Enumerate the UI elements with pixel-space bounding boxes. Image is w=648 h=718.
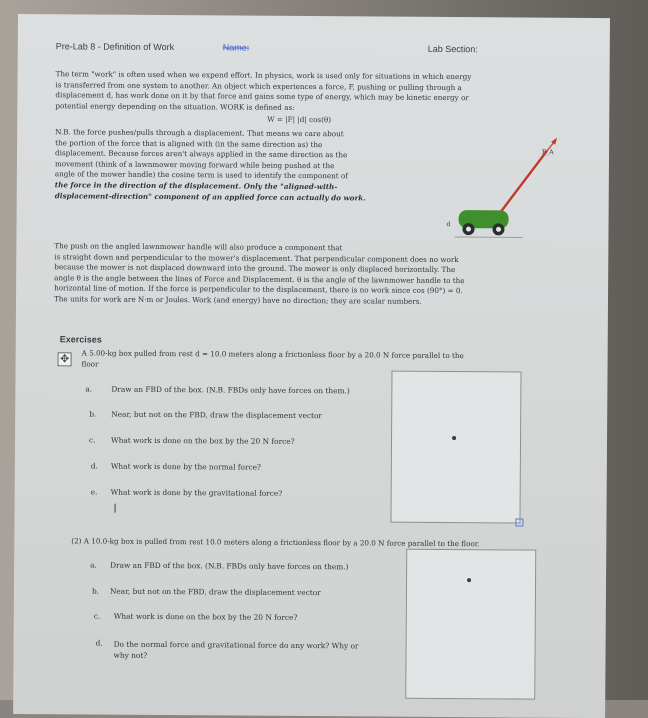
q2c-text: What work is done on the box by the 20 N force? — [114, 612, 298, 622]
nb-line: N.B. the force pushes/pulls through a displacement. That means we care about — [55, 127, 415, 140]
q1c-text: What work is done on the box by the 20 N force? — [111, 436, 295, 446]
q2b-letter: b. — [92, 587, 99, 596]
q2d-text — [113, 639, 358, 663]
q2d-letter: d. — [96, 639, 103, 648]
q1c-letter: c. — [89, 436, 96, 445]
nb-line: the portion of the force that is aligned with (in the same direction as) the — [55, 138, 415, 151]
intro-line: displacement d, has work done on it by that force and gains some type of energy, which may be kinetic energy or — [55, 90, 580, 104]
q1a-letter: a. — [85, 384, 92, 393]
para-line: The units for work are N·m or Joules. Work (and energy) have no direction; they are scalar numbers. — [54, 294, 584, 308]
nb-line-emphasis: displacement-direction" component of an applied force can actually do work. — [55, 191, 415, 204]
q2d-line: Do the normal force and gravitational force do any work? Why or — [114, 639, 359, 652]
lawnmower-figure — [426, 132, 567, 253]
q1b-text: Near, but not on the FBD, draw the displacement vector — [111, 410, 322, 420]
nb-line-emphasis: the force in the direction of the displacement. Only the "aligned-with- — [55, 180, 415, 193]
force-label: F_A — [542, 149, 554, 156]
page-title: Pre-Lab 8 - Definition of Work — [56, 41, 174, 52]
question-1-text — [82, 348, 552, 372]
para-line: because the mower is not displaced downward into the ground. The mower is only displaced horizontally. The — [54, 262, 584, 276]
perpendicular-paragraph — [54, 241, 584, 308]
nb-line: movement (think of a lawnmower moving forward while being pushed at the — [55, 159, 415, 172]
fbd-box-1[interactable] — [390, 371, 521, 524]
q1e-letter: e. — [91, 488, 98, 497]
q1d-text: What work is done by the normal force? — [111, 462, 261, 472]
name-field-label: Name: — [223, 42, 250, 52]
q1e-text: What work is done by the gravitational force? — [111, 488, 283, 498]
move-handle-icon[interactable]: ✥ — [58, 352, 72, 366]
q2d-line: why not? — [113, 650, 358, 663]
intro-line: potential energy depending on the situation. WORK is defined as: — [55, 101, 580, 115]
work-formula: W = |F| |d| cos(θ) — [267, 115, 331, 126]
intro-paragraph — [55, 69, 580, 115]
question-2-text: (2) A 10.0-kg box is pulled from rest 10.0 meters along a frictionless floor by a 20.0 N force parallel to the floor. — [71, 536, 591, 550]
nb-paragraph — [55, 127, 416, 204]
fbd-box-2[interactable] — [405, 549, 536, 700]
nb-line: displacement. Because forces aren't always applied in the same direction as the — [55, 148, 415, 161]
q1d-letter: d. — [91, 462, 98, 471]
para-line: is straight down and perpendicular to the mower's displacement. That perpendicular component does no work — [54, 252, 584, 266]
worksheet-page — [13, 14, 610, 718]
question-line: floor — [82, 359, 552, 373]
q2a-text: Draw an FBD of the box. (N.B. FBDs only have forces on them.) — [110, 561, 348, 572]
question-line: A 5.00-kg box pulled from rest d = 10.0 meters along a frictionless floor by a 20.0 N force parallel to the — [82, 348, 552, 362]
intro-line: The term "work" is often used when we expend effort. In physics, work is used only for situations in which energy — [56, 69, 581, 83]
q2b-text: Near, but not on the FBD, draw the displacement vector — [110, 587, 321, 597]
nb-line: angle of the mower handle) the cosine term is used to identify the component of — [55, 170, 415, 183]
exercises-heading: Exercises — [60, 334, 102, 344]
fbd-dot-1 — [452, 436, 456, 440]
para-line: horizontal line of motion. If the force is perpendicular to the displacement, there is no work since cos (90°) = 0. — [54, 284, 584, 298]
q1a-text: Draw an FBD of the box. (N.B. FBDs only have forces on them.) — [111, 385, 349, 396]
q2c-letter: c. — [94, 612, 101, 621]
q2a-letter: a. — [90, 561, 97, 570]
fbd-dot-2 — [467, 578, 471, 582]
intro-line: is transferred from one system to another. An object which experiences a force, F, pushing or pulling through a — [55, 80, 580, 94]
text-cursor — [115, 504, 116, 513]
displacement-label: d — [447, 221, 451, 228]
resize-handle[interactable] — [515, 518, 523, 526]
q1b-letter: b. — [89, 410, 96, 419]
para-line: The push on the angled lawnmower handle will also produce a component that — [54, 241, 584, 255]
para-line: angle θ is the angle between the lines of Force and Displacement. θ is the angle of the lawnmower handle to the — [54, 273, 584, 287]
lab-section-label: Lab Section: — [428, 44, 478, 54]
mower-handle — [497, 150, 547, 217]
